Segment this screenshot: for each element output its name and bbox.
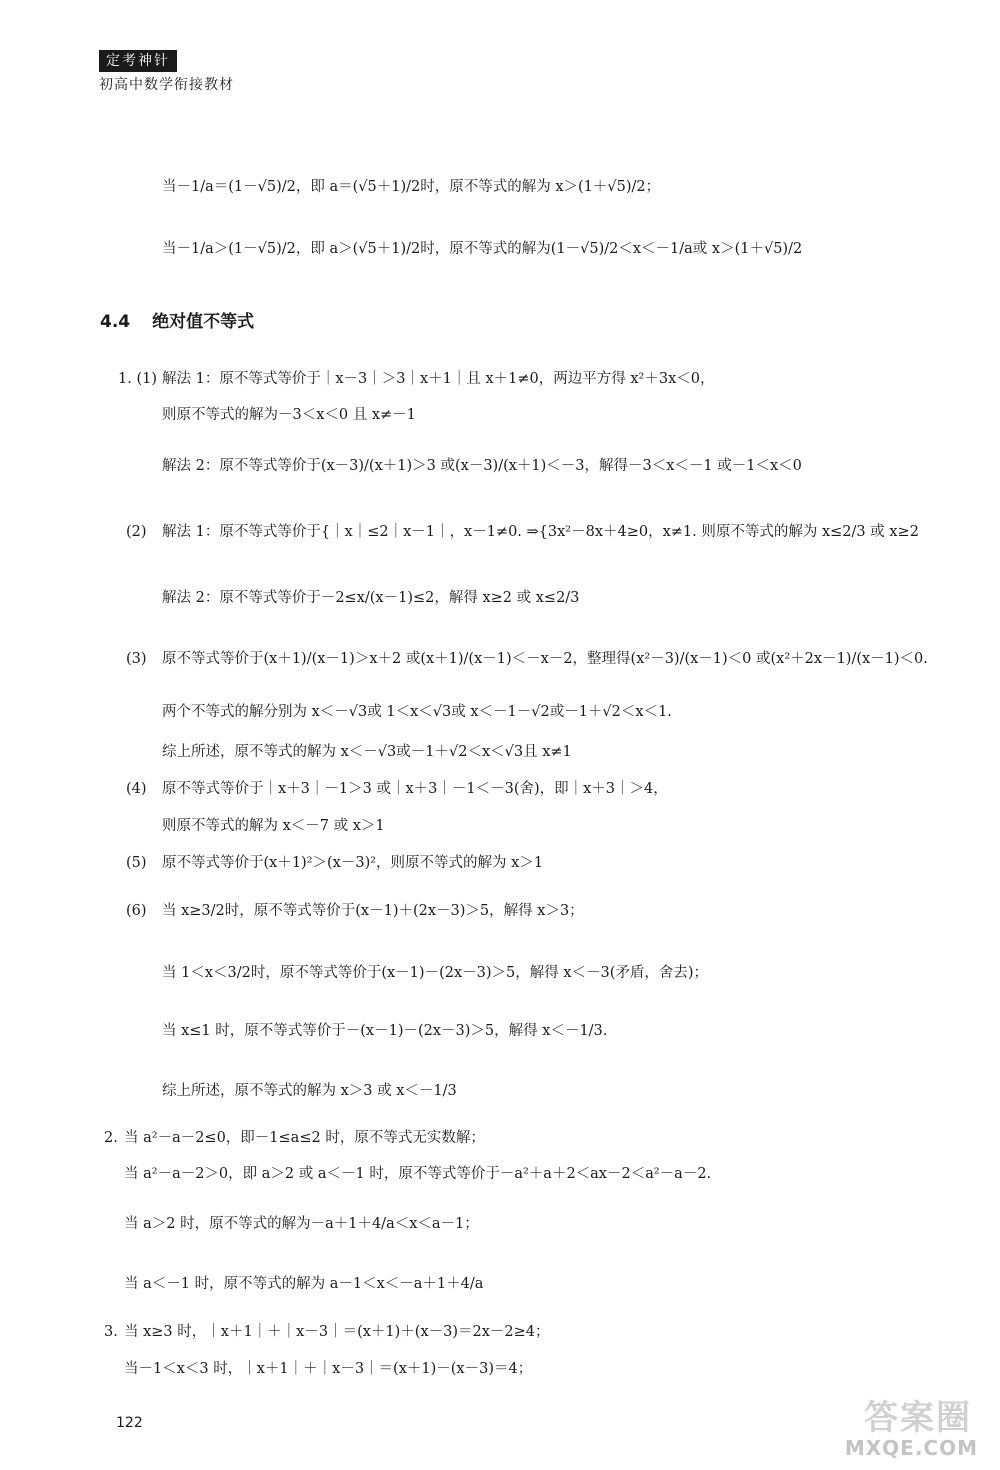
- page-number: 122: [116, 1415, 143, 1431]
- book-title: 初高中数学衔接教材: [99, 77, 234, 93]
- section-number: 4.4: [100, 312, 131, 332]
- problem-number: (6): [126, 903, 147, 919]
- text-line: 当 a＜－1 时，原不等式的解为 a－1＜x＜－a＋1＋4/a: [124, 1276, 484, 1292]
- problem-number: (5): [126, 855, 147, 871]
- problem-number: 2.: [104, 1130, 118, 1146]
- text-line: 原不等式等价于(x＋1)²＞(x－3)²，则原不等式的解为 x＞1: [162, 855, 544, 871]
- text-line: 解法 2：原不等式等价于－2≤x/(x－1)≤2，解得 x≥2 或 x≤2/3: [162, 590, 580, 606]
- text-line: 当 x≥3 时，｜x＋1｜＋｜x－3｜＝(x＋1)＋(x－3)＝2x－2≥4；: [124, 1324, 550, 1340]
- text-line: 解法 2：原不等式等价于(x－3)/(x＋1)＞3 或(x－3)/(x＋1)＜－3，解得－3＜x＜－1 或－1＜x＜0: [162, 458, 802, 474]
- text-line: 当 a＞2 时，原不等式的解为－a＋1＋4/a＜x＜a－1；: [124, 1216, 479, 1232]
- problem-number: 1. (1): [118, 371, 157, 387]
- section-heading: [100, 307, 254, 332]
- text-line: 当 x≥3/2时，原不等式等价于(x－1)＋(2x－3)＞5，解得 x＞3；: [162, 903, 584, 919]
- text-line: 综上所述，原不等式的解为 x＞3 或 x＜－1/3: [162, 1083, 457, 1099]
- text-line: 则原不等式的解为 x＜－7 或 x＞1: [162, 818, 385, 834]
- text-line: 当－1/a＝(1－√5)/2，即 a＝(√5＋1)/2时，原不等式的解为 x＞(1＋√5)/2；: [162, 179, 661, 195]
- problem-number: (2): [126, 524, 147, 540]
- watermark-url: MXQE.COM: [844, 1436, 978, 1460]
- text-line: 当－1/a＞(1－√5)/2，即 a＞(√5＋1)/2时，原不等式的解为(1－√5)/2＜x＜－1/a或 x＞(1＋√5)/2: [162, 241, 803, 257]
- text-line: 则原不等式的解为－3＜x＜0 且 x≠－1: [162, 407, 416, 423]
- text-line: 当 a²－a－2＞0，即 a＞2 或 a＜－1 时，原不等式等价于－a²＋a＋2＜ax－2＜a²－a－2.: [124, 1166, 712, 1182]
- text-line: 解法 1：原不等式等价于｜x－3｜＞3｜x＋1｜且 x＋1≠0，两边平方得 x²＋3x＜0，: [162, 371, 715, 387]
- text-line: 综上所述，原不等式的解为 x＜－√3或－1＋√2＜x＜√3且 x≠1: [162, 744, 572, 760]
- section-title: 绝对值不等式: [152, 312, 255, 332]
- text-line: 两个不等式的解分别为 x＜－√3或 1＜x＜√3或 x＜－1－√2或－1＋√2＜x＜1.: [162, 704, 672, 720]
- text-line: 当－1＜x＜3 时，｜x＋1｜＋｜x－3｜＝(x＋1)－(x－3)＝4；: [124, 1361, 533, 1377]
- text-line: 当 a²－a－2≤0，即－1≤a≤2 时，原不等式无实数解；: [124, 1130, 485, 1146]
- text-line: 当 1＜x＜3/2时，原不等式等价于(x－1)－(2x－3)＞5，解得 x＜－3(矛盾，舍去)；: [162, 965, 709, 981]
- text-line: 解法 1：原不等式等价于{｜x｜≤2｜x－1｜，x－1≠0. ⇒{3x²－8x＋4≥0，x≠1. 则原不等式的解为 x≤2/3 或 x≥2: [162, 524, 919, 540]
- book-series-badge: 定考神针: [99, 50, 177, 72]
- text-line: 原不等式等价于(x＋1)/(x－1)＞x＋2 或(x＋1)/(x－1)＜－x－2，整理得(x²－3)/(x－1)＜0 或(x²＋2x－1)/(x－1)＜0.: [162, 651, 928, 667]
- watermark: [812, 1390, 982, 1460]
- watermark-logo-text: 答案圈: [864, 1398, 972, 1438]
- text-line: 原不等式等价于｜x＋3｜－1＞3 或｜x＋3｜－1＜－3(舍)，即｜x＋3｜＞4，: [162, 781, 668, 797]
- problem-number: 3.: [104, 1324, 118, 1340]
- problem-number: (4): [126, 781, 147, 797]
- problem-number: (3): [126, 651, 147, 667]
- text-line: 当 x≤1 时，原不等式等价于－(x－1)－(2x－3)＞5，解得 x＜－1/3.: [162, 1023, 608, 1039]
